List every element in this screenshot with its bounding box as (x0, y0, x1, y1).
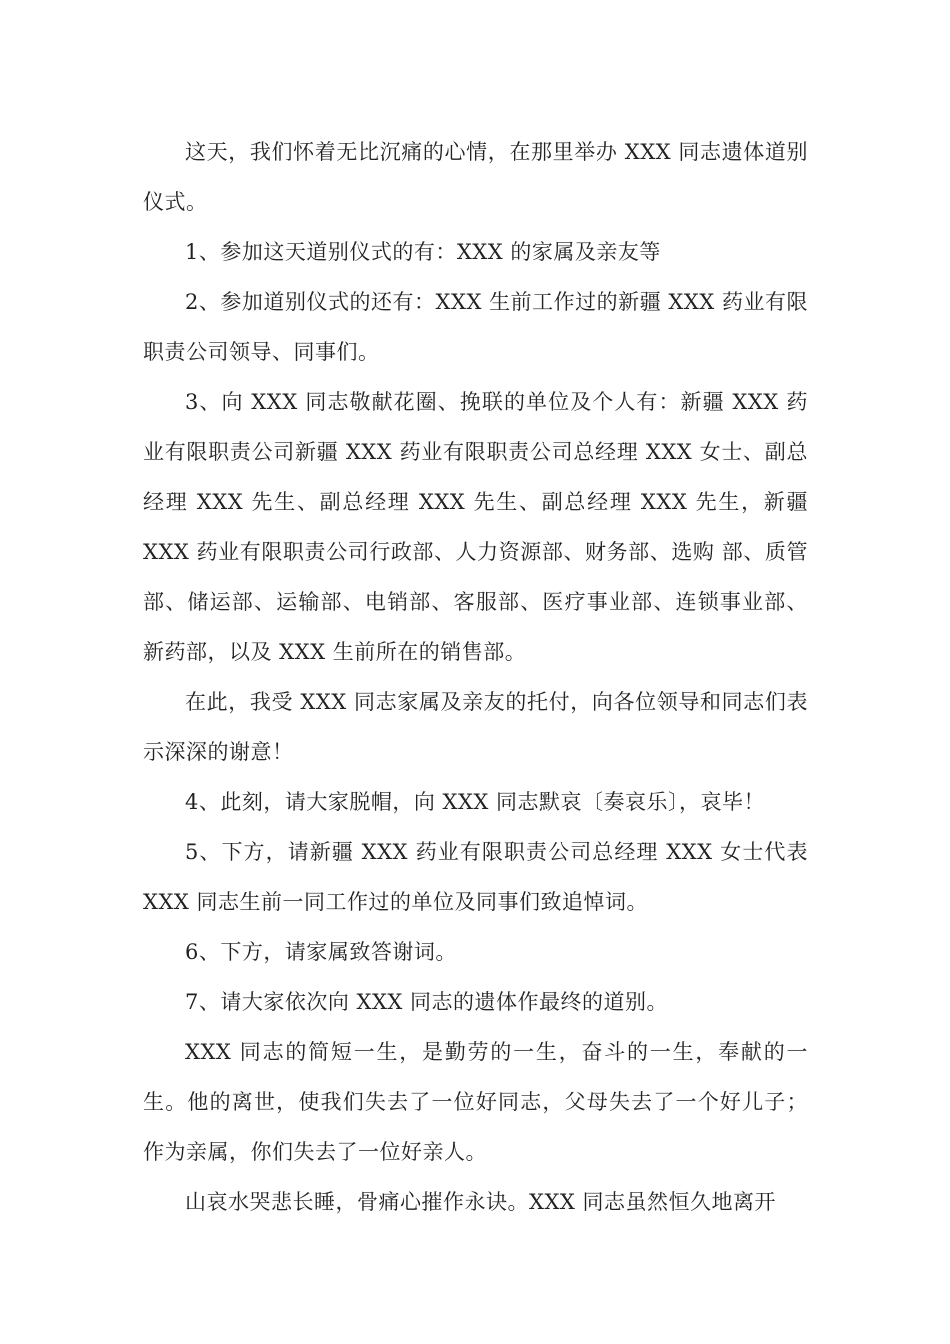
paragraph-opening: 这天，我们怀着无比沉痛的心情，在那里举办 XXX 同志遗体道别仪式。 (143, 140, 808, 214)
paragraph-item-1: 1、参加这天道别仪式的有：XXX 的家属及亲友等 (185, 240, 661, 264)
paragraph-item-4: 4、此刻，请大家脱帽，向 XXX 同志默哀〔奏哀乐〕，哀毕！ (185, 790, 766, 814)
document-body (143, 127, 808, 1227)
paragraph-tribute: XXX 同志的简短一生，是勤劳的一生，奋斗的一生，奉献的一生。他的离世，使我们失去了一位好同志，父母失去了一个好儿子；作为亲属，你们失去了一位好亲人。 (143, 1040, 808, 1164)
paragraph-closing: 山哀水哭悲长睡，骨痛心摧作永诀。XXX 同志虽然恒久地离开 (185, 1190, 777, 1214)
paragraph-item-7: 7、请大家依次向 XXX 同志的遗体作最终的道别。 (185, 990, 669, 1014)
paragraph-item-3: 3、向 XXX 同志敬献花圈、挽联的单位及个人有：新疆 XXX 药业有限职责公司新疆 XXX 药业有限职责公司总经理 XXX 女士、副总经理 XXX 先生、副总经理 XXX 先生、副总经理 XXX 先生，新疆 XXX 药业有限职责公司行政部、人力资源部、财务部、选购 部、质管部、储运部、运输部、电销部、客服部、医疗事业部、连锁事业部、新药部，以及 XXX 生前所在的销售部。 (143, 390, 808, 664)
paragraph-item-5: 5、下方，请新疆 XXX 药业有限职责公司总经理 XXX 女士代表 XXX 同志生前一同工作过的单位及同事们致追悼词。 (143, 840, 808, 914)
paragraph-item-6: 6、下方，请家属致答谢词。 (185, 940, 457, 964)
paragraph-thanks: 在此，我受 XXX 同志家属及亲友的托付，向各位领导和同志们表示深深的谢意！ (143, 690, 808, 764)
paragraph-item-2: 2、参加道别仪式的还有：XXX 生前工作过的新疆 XXX 药业有限职责公司领导、同事们。 (143, 290, 808, 364)
